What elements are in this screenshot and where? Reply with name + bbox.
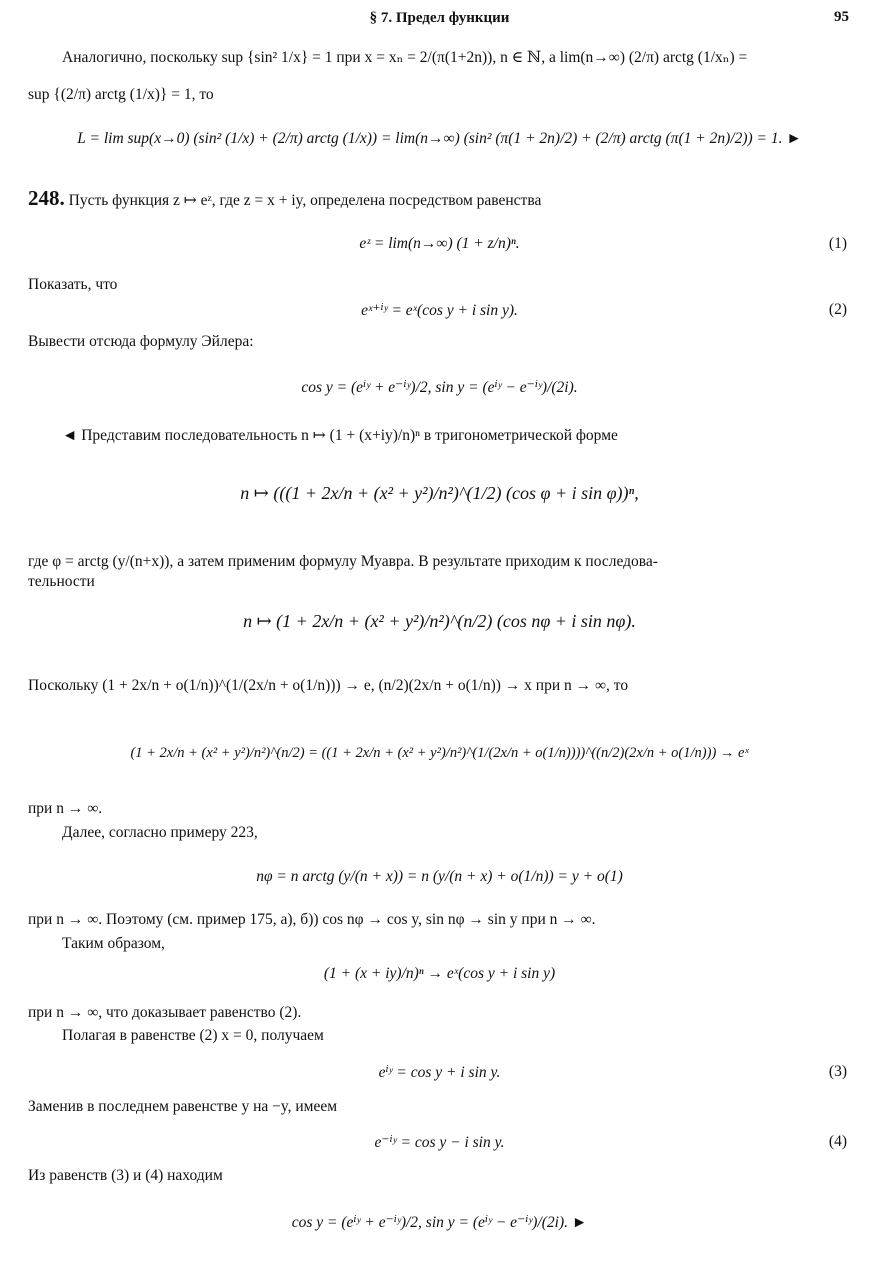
text-line-sequence: тельности (28, 573, 95, 590)
text-line-1: Аналогично, поскольку sup {sin² 1/x} = 1 при x = xₙ = 2/(π(1+2n)), n ∈ ℕ, а lim(n→∞) (2/π) arctg (1/xₙ) = (62, 49, 748, 66)
n-phi-equation: nφ = n arctg (y/(n + x)) = n (y/(n + x) + o(1/n)) = y + o(1) (256, 868, 623, 885)
limit-chain-equation: (1 + 2x/n + (x² + y²)/n²)^(n/2) = ((1 + 2x/n + (x² + y²)/n²)^(1/(2x/n + o(1/n))))^((n/2)(2x/n + o(1/n))) → eˣ (130, 745, 749, 761)
text-derive-euler: Вывести отсюда формулу Эйлера: (28, 333, 254, 350)
text-replace-y: Заменив в последнем равенстве y на −y, имеем (28, 1098, 338, 1115)
equation-number-2: (2) (828, 301, 847, 318)
text-at-infinity-1: при n → ∞. (28, 800, 103, 817)
equation-number-3: (3) (828, 1063, 847, 1080)
final-limit-equation: (1 + (x + iy)/n)ⁿ → eˣ(cos y + i sin y) (323, 965, 556, 982)
euler-formulas-final: cos y = (eⁱʸ + e⁻ⁱʸ)/2, sin y = (eⁱʸ − e⁻ⁱʸ)/(2i). ► (291, 1214, 588, 1231)
page-number: 95 (834, 9, 849, 25)
text-line-2: sup {(2/π) arctg (1/x)} = 1, то (28, 86, 214, 103)
text-setting-x0: Полагая в равенстве (2) x = 0, получаем (62, 1027, 324, 1044)
text-thus: Таким образом, (62, 935, 165, 952)
equation-number-4: (4) (828, 1133, 847, 1150)
equation-4: e⁻ⁱʸ = cos y − i sin y. (374, 1134, 505, 1151)
sequence-trig-form: n ↦ (((1 + 2x/n + (x² + y²)/n²)^(1/2) (cos φ + i sin φ))ⁿ, (240, 483, 639, 503)
text-line-since: Поскольку (1 + 2x/n + o(1/n))^(1/(2x/n + o(1/n))) → e, (n/2)(2x/n + o(1/n)) → x при n → ∞, то (28, 677, 629, 694)
equation-1: eᶻ = lim(n→∞) (1 + z/n)ⁿ. (359, 235, 520, 252)
sequence-moivre: n ↦ (1 + 2x/n + (x² + y²)/n²)^(n/2) (cos nφ + i sin nφ). (243, 611, 636, 631)
problem-statement (28, 186, 541, 211)
running-header-title: § 7. Предел функции (369, 10, 510, 26)
text-further: Далее, согласно примеру 223, (62, 824, 258, 841)
text-from-3-4: Из равенств (3) и (4) находим (28, 1167, 223, 1184)
text-line-phi: где φ = arctg (y/(n+x)), а затем применим формулу Муавра. В результате приходим к последова- (28, 553, 658, 570)
equation-number-1: (1) (828, 235, 847, 252)
euler-formulas: cos y = (eⁱʸ + e⁻ⁱʸ)/2, sin y = (eⁱʸ − e⁻ⁱʸ)/(2i). (301, 379, 578, 396)
equation-2: eˣ⁺ⁱʸ = eˣ(cos y + i sin y). (361, 302, 518, 319)
problem-text: Пусть функция z ↦ eᶻ, где z = x + iy, определена посредством равенства (68, 192, 542, 209)
limit-equation: L = lim sup(x→0) (sin² (1/x) + (2/π) arctg (1/x)) = lim(n→∞) (sin² (π(1 + 2n)/2) + (2/π) arctg (π(1 + 2n)/2)) = 1. ► (77, 130, 802, 147)
equation-3: eⁱʸ = cos y + i sin y. (378, 1064, 501, 1081)
text-therefore: при n → ∞. Поэтому (см. пример 175, а), б)) cos nφ → cos y, sin nφ → sin y при n → ∞. (28, 911, 596, 928)
problem-number: 248. (28, 186, 65, 210)
text-show-that: Показать, что (28, 276, 118, 293)
text-proves-2: при n → ∞, что доказывает равенство (2). (28, 1004, 302, 1021)
text-proof-start: ◄ Представим последовательность n ↦ (1 + (x+iy)/n)ⁿ в тригонометрической форме (62, 427, 618, 444)
